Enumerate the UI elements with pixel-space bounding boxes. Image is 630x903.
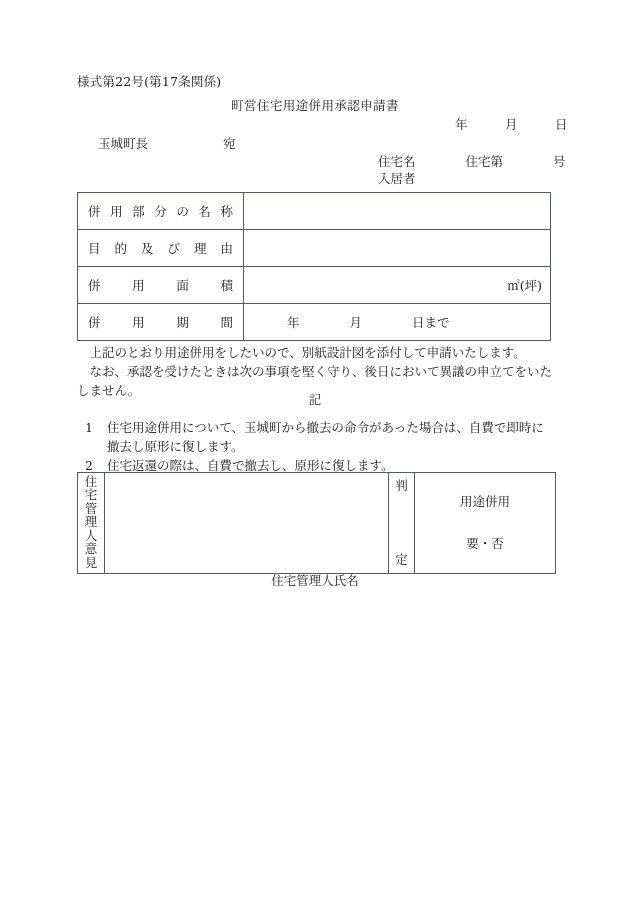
list-item-text: 住宅用途併用について、玉城町から撤去の命令があった場合は、自費で即時に撤去し原形に復します。 <box>107 420 544 454</box>
vertical-char: 理 <box>84 514 98 530</box>
manager-name-label: 住宅管理人氏名 <box>271 573 359 588</box>
label-text: 併用期間 <box>88 315 233 330</box>
row-label-purpose-reason <box>78 230 244 267</box>
applicant-housing-line: 住宅名 住宅第 号 <box>378 154 566 169</box>
vertical-label-manager-opinion <box>78 473 105 574</box>
period-date-text: 年 月 日まで <box>287 315 450 330</box>
manager-opinion-table <box>77 472 556 574</box>
body-paragraph-1: 上記のとおり用途併用をしたいので、別紙設計図を添付して申請いたします。 <box>89 345 526 360</box>
applicant-resident-line: 入居者 <box>378 171 416 186</box>
label-text: 目的及び理由 <box>88 241 233 256</box>
vertical-char: 管 <box>84 500 98 516</box>
label-text: 併用面積 <box>88 278 233 293</box>
kiji-heading: 記 <box>308 392 322 407</box>
list-item-text: 住宅返還の際は、自費で撤去し、原形に復します。 <box>107 458 394 473</box>
table-row <box>78 473 556 574</box>
page-title: 町営住宅用途併用承認申請書 <box>231 98 399 113</box>
vertical-label-judgement <box>389 473 415 574</box>
judgement-label-bottom: 定 <box>395 552 408 567</box>
table-row <box>78 267 551 304</box>
conditions-list <box>77 418 555 475</box>
manager-opinion-input-cell[interactable] <box>105 473 389 574</box>
judgement-title: 用途併用 <box>459 494 510 509</box>
judgement-options[interactable]: 要・否 <box>466 536 504 551</box>
application-details-table <box>77 192 551 341</box>
form-number: 様式第22号(第17条関係) <box>77 74 222 89</box>
area-unit-text: ㎡(坪) <box>507 278 542 293</box>
vertical-char: 意 <box>84 541 98 557</box>
judgement-label-top: 判 <box>395 478 408 493</box>
vertical-char: 住 <box>84 474 98 489</box>
judgement-cell[interactable] <box>415 473 556 574</box>
row-value-combined-use-name[interactable] <box>244 193 551 230</box>
row-value-combined-use-period[interactable] <box>244 304 551 341</box>
vertical-char: 人 <box>84 527 98 543</box>
addressee-line: 玉城町長 宛 <box>98 136 236 151</box>
table-row <box>78 230 551 267</box>
row-value-combined-use-area[interactable] <box>244 267 551 304</box>
table-row <box>78 193 551 230</box>
label-text: 併用部分の名称 <box>88 204 233 219</box>
vertical-char: 見 <box>84 554 98 570</box>
vertical-char: 宅 <box>84 487 98 503</box>
row-value-purpose-reason[interactable] <box>244 230 551 267</box>
body-paragraph-2: なお、承認を受けたときは次の事項を堅く守り、後日において異議の申立てをいたしません。 <box>77 364 553 398</box>
row-label-combined-use-name <box>78 193 244 230</box>
list-item <box>77 418 555 456</box>
date-line: 年 月 日 <box>455 117 568 132</box>
list-item-number: 2 <box>85 458 93 473</box>
table-row <box>78 304 551 341</box>
row-label-combined-use-period <box>78 304 244 341</box>
list-item-number: 1 <box>85 420 93 435</box>
row-label-combined-use-area <box>78 267 244 304</box>
